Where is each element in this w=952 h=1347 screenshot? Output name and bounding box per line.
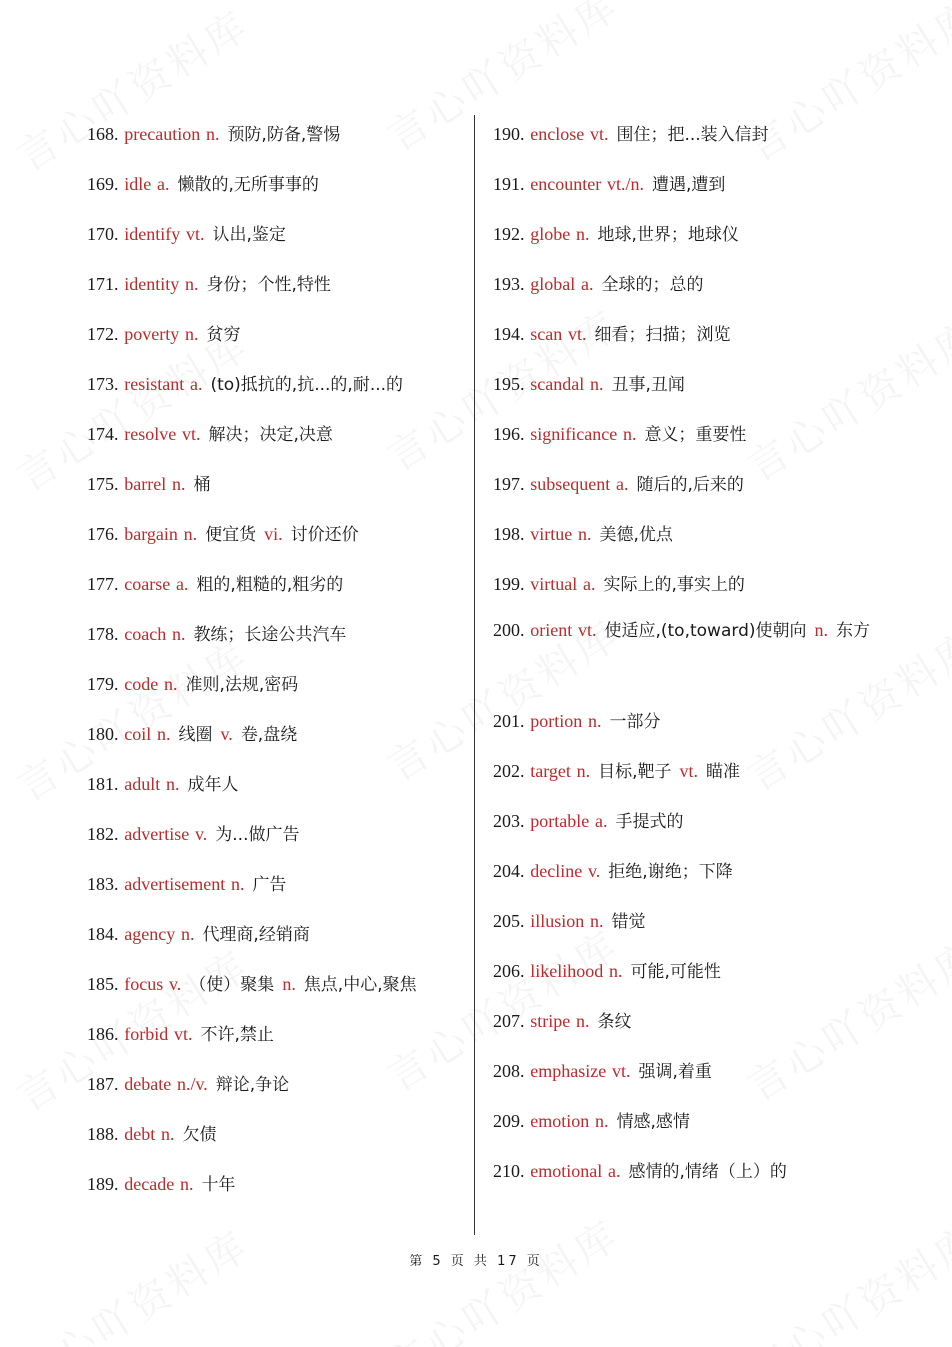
entry-meaning: 感情的,情绪（上）的 (628, 1162, 787, 1182)
vocab-entry (87, 1112, 457, 1162)
entry-number: 182. (87, 824, 119, 844)
footer-suffix: 页 (526, 1254, 543, 1269)
entry-meaning: 手提式的 (615, 812, 684, 832)
entry-meaning: 错觉 (611, 912, 646, 932)
entry-number: 186. (87, 1024, 119, 1044)
entry-number: 203. (493, 811, 525, 831)
entry-number: 194. (493, 324, 525, 344)
entry-meaning: 随后的,后来的 (636, 475, 744, 495)
vocab-entry (493, 799, 873, 849)
entry-number: 175. (87, 474, 119, 494)
vocab-entry (493, 749, 873, 799)
entry-pos: n. (165, 774, 180, 794)
vocab-entry (493, 512, 873, 562)
entry-pos: n. (589, 374, 604, 394)
vocab-entry (87, 412, 457, 462)
footer-total-pages: 17 (497, 1254, 520, 1269)
entry-meaning: 意义；重要性 (644, 425, 747, 445)
entry-number: 202. (493, 761, 525, 781)
entry-pos-secondary: vt. (679, 761, 699, 781)
entry-meaning: （使）聚集 (189, 975, 275, 995)
footer-page-number: 5 (432, 1254, 444, 1269)
vocab-entry (87, 712, 457, 762)
entry-meaning: 实际上的,事实上的 (603, 575, 745, 595)
entry-pos: n. (183, 524, 198, 544)
entry-meaning: 懒散的,无所事事的 (177, 175, 319, 195)
entry-number: 205. (493, 911, 525, 931)
entry-pos: a. (615, 474, 629, 494)
entry-meaning: 预防,防备,警惕 (227, 125, 341, 145)
entry-meaning: 桶 (193, 475, 211, 495)
entry-meaning: 地球,世界；地球仪 (597, 225, 739, 245)
entry-meaning: 认出,鉴定 (212, 225, 286, 245)
entry-pos: n. (179, 1174, 194, 1194)
entry-pos: n. (589, 911, 604, 931)
entry-pos: a. (594, 811, 608, 831)
entry-number: 169. (87, 174, 119, 194)
entry-word: forbid (124, 1024, 169, 1044)
vocab-entry (87, 962, 457, 1012)
entry-word: emotion (530, 1111, 590, 1131)
entry-number: 187. (87, 1074, 119, 1094)
entry-meaning: 强调,着重 (638, 1062, 712, 1082)
entry-pos: a. (607, 1161, 621, 1181)
entry-meaning-secondary: 卷,盘绕 (240, 725, 298, 745)
entry-number: 196. (493, 424, 525, 444)
entry-number: 172. (87, 324, 119, 344)
entry-pos: n. (184, 324, 199, 344)
vocab-entry (493, 562, 873, 612)
entry-word: target (530, 761, 571, 781)
entry-number: 170. (87, 224, 119, 244)
entry-number: 190. (493, 124, 525, 144)
entry-pos: n. (171, 474, 186, 494)
entry-number: 173. (87, 374, 119, 394)
entry-word: emphasize (530, 1061, 607, 1081)
entry-meaning: 解决；决定,决意 (208, 425, 333, 445)
vocab-column-right (493, 112, 873, 1199)
entry-meaning: 细看；扫描；浏览 (594, 325, 731, 345)
entry-number: 189. (87, 1174, 119, 1194)
entry-word: advertisement (124, 874, 226, 894)
vocab-entry (493, 162, 873, 212)
entry-pos: vt. (181, 424, 201, 444)
entry-pos: n. (156, 724, 171, 744)
entry-word: emotional (530, 1161, 603, 1181)
entry-word: likelihood (530, 961, 604, 981)
entry-pos: vt. (611, 1061, 631, 1081)
entry-pos: n. (575, 1011, 590, 1031)
entry-number: 183. (87, 874, 119, 894)
entry-number: 206. (493, 961, 525, 981)
entry-pos: n. (160, 1124, 175, 1144)
entry-pos: v. (587, 861, 601, 881)
vocab-entry (87, 462, 457, 512)
vocab-entry (87, 862, 457, 912)
entry-pos-secondary: n. (814, 620, 828, 640)
entry-word: orient (530, 620, 573, 640)
entry-number: 209. (493, 1111, 525, 1131)
entry-meaning: 准则,法规,密码 (185, 675, 299, 695)
footer-prefix: 第 (409, 1254, 426, 1269)
entry-pos: a. (189, 374, 203, 394)
entry-pos: a. (175, 574, 189, 594)
vocab-entry (493, 849, 873, 899)
vocab-entry (87, 912, 457, 962)
vocab-entry (493, 612, 873, 699)
entry-meaning: 拒绝,谢绝；下降 (608, 862, 733, 882)
entry-word: virtue (530, 524, 573, 544)
vocab-entry (493, 1049, 873, 1099)
vocab-entry (493, 999, 873, 1049)
entry-word: encounter (530, 174, 602, 194)
entry-word: adult (124, 774, 161, 794)
entry-number: 193. (493, 274, 525, 294)
entry-meaning-secondary: 焦点,中心,聚焦 (303, 975, 417, 995)
entry-pos: n. (577, 524, 592, 544)
entry-word: barrel (124, 474, 167, 494)
vocab-entry (87, 162, 457, 212)
entry-number: 191. (493, 174, 525, 194)
entry-pos: vt./n. (606, 174, 644, 194)
entry-word: coil (124, 724, 152, 744)
vocab-entry (493, 112, 873, 162)
entry-meaning: 线圈 (178, 725, 213, 745)
entry-word: idle (124, 174, 152, 194)
entry-word: resolve (124, 424, 177, 444)
vocab-entry (87, 812, 457, 862)
entry-word: decline (530, 861, 583, 881)
entry-word: identity (124, 274, 180, 294)
entry-word: scan (530, 324, 563, 344)
entry-number: 199. (493, 574, 525, 594)
entry-word: enclose (530, 124, 585, 144)
vocab-entry (87, 762, 457, 812)
vocab-entry (87, 312, 457, 362)
vocab-entry (87, 112, 457, 162)
entry-pos: v. (194, 824, 208, 844)
entry-pos-secondary: vi. (264, 524, 283, 544)
vocab-entry (87, 362, 457, 412)
entry-number: 174. (87, 424, 119, 444)
entry-pos-secondary: n. (282, 974, 296, 994)
entry-number: 168. (87, 124, 119, 144)
entry-pos: n. (180, 924, 195, 944)
column-divider (474, 115, 475, 1235)
vocab-entry (493, 949, 873, 999)
entry-number: 201. (493, 711, 525, 731)
entry-word: globe (530, 224, 571, 244)
entry-pos: vt. (185, 224, 205, 244)
entry-number: 179. (87, 674, 119, 694)
entry-pos: vt. (589, 124, 609, 144)
entry-meaning: 代理商,经销商 (202, 925, 310, 945)
entry-number: 185. (87, 974, 119, 994)
entry-meaning: 不许,禁止 (200, 1025, 274, 1045)
entry-word: portable (530, 811, 590, 831)
entry-number: 207. (493, 1011, 525, 1031)
entry-meaning: (to)抵抗的,抗...的,耐...的 (210, 375, 404, 395)
entry-pos: vt. (567, 324, 587, 344)
entry-number: 192. (493, 224, 525, 244)
entry-meaning: 一部分 (609, 712, 661, 732)
entry-word: precaution (124, 124, 201, 144)
vocab-entry (87, 512, 457, 562)
entry-number: 195. (493, 374, 525, 394)
entry-word: resistant (124, 374, 185, 394)
entry-number: 184. (87, 924, 119, 944)
entry-word: poverty (124, 324, 180, 344)
entry-meaning: 成年人 (187, 775, 239, 795)
entry-word: bargain (124, 524, 178, 544)
entry-pos: n. (622, 424, 637, 444)
entry-pos: n. (594, 1111, 609, 1131)
entry-meaning: 为...做广告 (215, 825, 300, 845)
entry-meaning: 遭遇,遭到 (651, 175, 726, 195)
entry-pos: n. (587, 711, 602, 731)
vocab-entry (493, 699, 873, 749)
entry-meaning: 条纹 (597, 1012, 632, 1032)
entry-number: 176. (87, 524, 119, 544)
entry-pos: n. (608, 961, 623, 981)
entry-pos: v. (168, 974, 182, 994)
vocab-entry (493, 212, 873, 262)
entry-pos: a. (156, 174, 170, 194)
watermark (735, 1209, 952, 1347)
entry-meaning: 全球的；总的 (601, 275, 704, 295)
vocab-entry (493, 1149, 873, 1199)
entry-meaning: 使适应,(to,toward)使朝向 (604, 621, 807, 641)
entry-word: debate (124, 1074, 172, 1094)
entry-word: virtual (530, 574, 578, 594)
vocab-column-left (87, 112, 457, 1212)
entry-word: code (124, 674, 159, 694)
entry-number: 204. (493, 861, 525, 881)
entry-word: portion (530, 711, 583, 731)
vocab-entry (493, 312, 873, 362)
entry-pos: vt. (577, 620, 597, 640)
vocab-entry (493, 412, 873, 462)
entry-meaning: 贫穷 (206, 325, 241, 345)
entry-pos-secondary: v. (220, 724, 233, 744)
entry-word: stripe (530, 1011, 571, 1031)
entry-meaning-secondary: 瞄准 (706, 762, 741, 782)
vocab-entry (87, 1162, 457, 1212)
entry-pos: a. (582, 574, 596, 594)
entry-meaning: 辩论,争论 (215, 1075, 290, 1095)
entry-pos: n. (184, 274, 199, 294)
entry-meaning: 丑事,丑闻 (611, 375, 685, 395)
entry-number: 188. (87, 1124, 119, 1144)
entry-pos: n. (163, 674, 178, 694)
entry-meaning: 身份；个性,特性 (206, 275, 331, 295)
vocab-entry (87, 1062, 457, 1112)
vocab-entry (493, 1099, 873, 1149)
entry-meaning: 粗的,粗糙的,粗劣的 (196, 575, 344, 595)
entry-number: 200. (493, 620, 525, 640)
vocab-entry (493, 899, 873, 949)
entry-number: 181. (87, 774, 119, 794)
entry-meaning-secondary: 东方 (836, 621, 870, 641)
entry-word: subsequent (530, 474, 611, 494)
entry-word: decade (124, 1174, 175, 1194)
vocab-entry (493, 262, 873, 312)
entry-pos: n. (576, 761, 591, 781)
vocab-entry (87, 612, 457, 662)
entry-pos: n. (205, 124, 220, 144)
entry-number: 210. (493, 1161, 525, 1181)
watermark (375, 1204, 629, 1347)
page-footer (0, 1250, 952, 1269)
entry-word: agency (124, 924, 176, 944)
entry-meaning: 便宜货 (205, 525, 257, 545)
entry-word: global (530, 274, 576, 294)
entry-meaning-secondary: 讨价还价 (290, 525, 359, 545)
entry-pos: a. (580, 274, 594, 294)
entry-meaning: 美德,优点 (599, 525, 673, 545)
entry-word: focus (124, 974, 164, 994)
entry-number: 198. (493, 524, 525, 544)
entry-meaning: 十年 (201, 1175, 236, 1195)
entry-number: 208. (493, 1061, 525, 1081)
entry-pos: n./v. (176, 1074, 208, 1094)
entry-meaning: 欠债 (182, 1125, 217, 1145)
entry-number: 177. (87, 574, 119, 594)
entry-word: coach (124, 624, 167, 644)
entry-number: 171. (87, 274, 119, 294)
footer-middle: 页 共 (450, 1254, 490, 1269)
entry-word: coarse (124, 574, 171, 594)
entry-meaning: 广告 (252, 875, 287, 895)
entry-pos: n. (171, 624, 186, 644)
entry-word: scandal (530, 374, 585, 394)
entry-pos: n. (575, 224, 590, 244)
vocab-entry (493, 462, 873, 512)
entry-word: identify (124, 224, 181, 244)
entry-meaning: 目标,靶子 (598, 762, 672, 782)
vocab-entry (87, 1012, 457, 1062)
watermark (5, 1214, 259, 1347)
entry-word: debt (124, 1124, 156, 1144)
entry-pos: vt. (173, 1024, 193, 1044)
vocab-entry (493, 362, 873, 412)
vocab-entry (87, 562, 457, 612)
vocab-entry (87, 662, 457, 712)
entry-pos: n. (230, 874, 245, 894)
vocab-entry (87, 262, 457, 312)
entry-meaning: 围住；把...装入信封 (616, 125, 769, 145)
entry-number: 180. (87, 724, 119, 744)
entry-number: 197. (493, 474, 525, 494)
entry-meaning: 情感,感情 (616, 1112, 690, 1132)
entry-word: advertise (124, 824, 190, 844)
entry-word: significance (530, 424, 618, 444)
entry-number: 178. (87, 624, 119, 644)
entry-meaning: 可能,可能性 (630, 962, 721, 982)
vocab-entry (87, 212, 457, 262)
entry-word: illusion (530, 911, 585, 931)
entry-meaning: 教练；长途公共汽车 (193, 625, 347, 645)
